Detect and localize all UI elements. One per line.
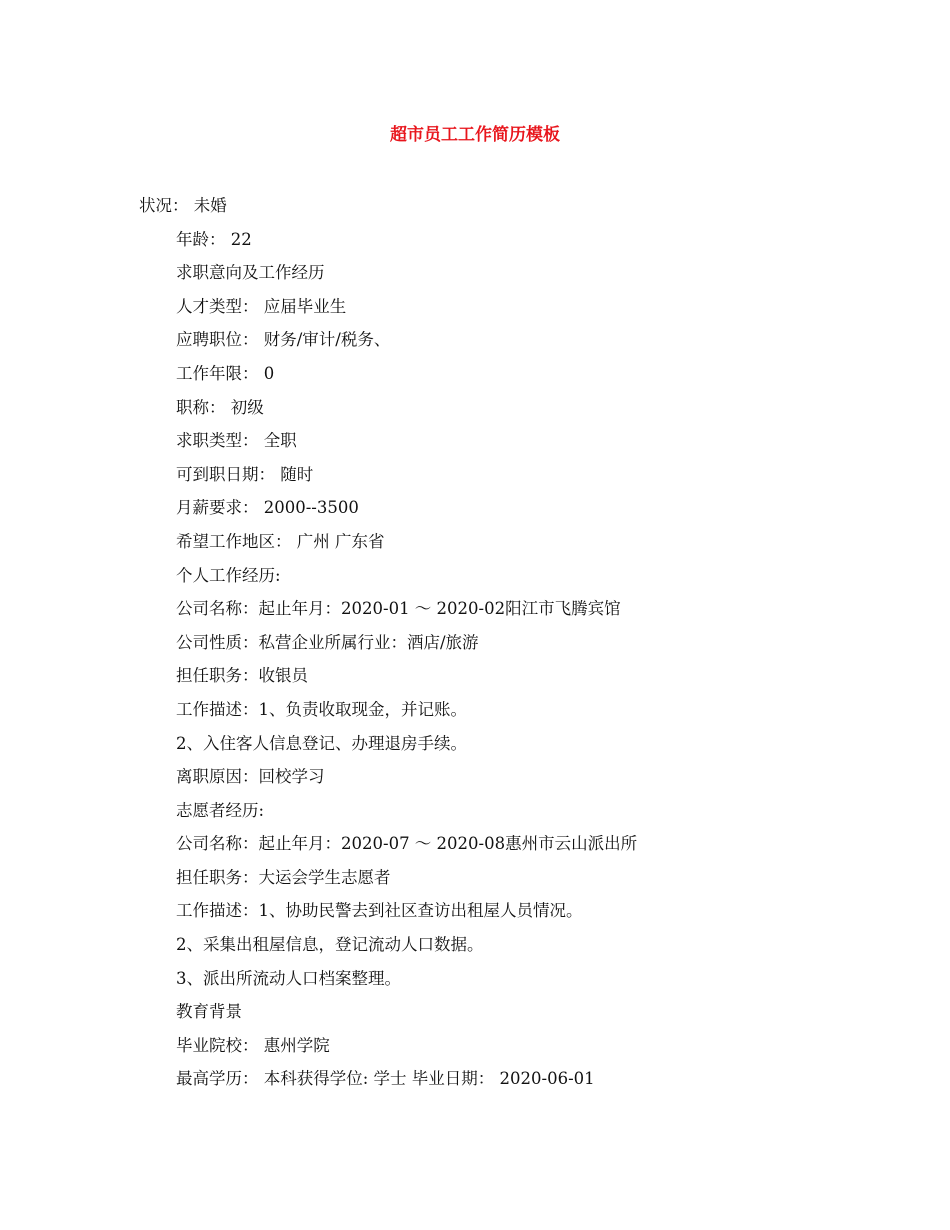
line-start-date: 可到职日期： 随时 — [176, 464, 314, 484]
line-duty-2: 担任职务：大运会学生志愿者 — [176, 867, 391, 887]
line-age: 年龄： 22 — [176, 229, 252, 249]
line-talent-type: 人才类型： 应届毕业生 — [176, 296, 347, 316]
line-duty-1: 担任职务：收银员 — [176, 666, 308, 686]
line-work-location: 希望工作地区： 广州 广东省 — [176, 531, 385, 551]
line-leave-reason: 离职原因：回校学习 — [176, 767, 325, 787]
line-job-type: 求职类型： 全职 — [176, 431, 297, 451]
line-position: 应聘职位： 财务/审计/税务、 — [176, 330, 391, 350]
line-section-volunteer: 志愿者经历: — [176, 800, 265, 820]
line-description-2-item-2: 2、采集出租屋信息，登记流动人口数据。 — [176, 935, 484, 955]
line-work-years: 工作年限： 0 — [176, 363, 275, 383]
line-company-2: 公司名称：起止年月：2020-07 ～ 2020-08惠州市云山派出所 — [176, 834, 638, 854]
line-description-1-item-2: 2、入住客人信息登记、办理退房手续。 — [176, 733, 467, 753]
line-description-2: 工作描述：1、协助民警去到社区查访出租屋人员情况。 — [176, 901, 583, 921]
line-company-nature: 公司性质：私营企业所属行业：酒店/旅游 — [176, 632, 479, 652]
line-job-title: 职称： 初级 — [176, 397, 264, 417]
line-section-work-experience: 个人工作经历: — [176, 565, 281, 585]
line-section-job-intent: 求职意向及工作经历 — [176, 263, 325, 283]
line-school: 毕业院校： 惠州学院 — [176, 1035, 330, 1055]
line-section-education: 教育背景 — [176, 1002, 242, 1022]
resume-body — [0, 192, 950, 1099]
line-description-2-item-3: 3、派出所流动人口档案整理。 — [176, 968, 401, 988]
line-marital-status: 状况： 未婚 — [139, 196, 227, 215]
line-degree: 最高学历： 本科获得学位: 学士 毕业日期： 2020-06-01 — [176, 1069, 595, 1089]
line-description-1: 工作描述：1、负责收取现金，并记账。 — [176, 699, 467, 719]
document-title: 超市员工工作简历模板 — [390, 125, 560, 145]
line-company-1: 公司名称：起止年月：2020-01 ～ 2020-02阳江市飞腾宾馆 — [176, 599, 621, 619]
line-salary: 月薪要求： 2000--3500 — [176, 498, 359, 518]
